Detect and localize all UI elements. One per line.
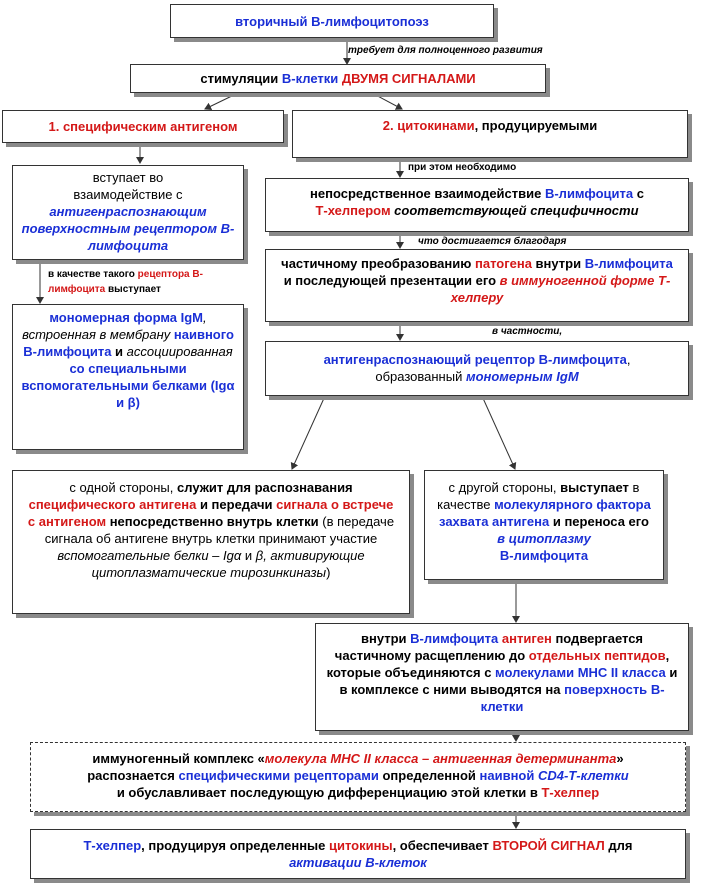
label-requires: требует для полноценного развития [348, 45, 543, 56]
title-box [170, 4, 494, 38]
enter-box: вступает во взаимодействие с антигенраспознающим поверхностным рецептором В-лимфоцита [12, 165, 244, 260]
partial-transform-box: частичному преобразованию патогена внутри В-лимфоцита и последующей презентации его в иммуногенной форме Т-хелперу [265, 249, 689, 322]
signal1-box [2, 110, 284, 143]
label-achieved: что достигается благодаря [418, 236, 567, 247]
label-as-receptor: в качестве такого рецептора В- лимфоцита выступает [48, 269, 203, 295]
label-particular: в частности, [492, 326, 563, 337]
label-necessary: при этом необходимо [408, 162, 517, 173]
signal1-text: 1. специфическим антигеном [48, 119, 238, 134]
immunogenic-complex-box: иммуногенный комплекс «молекула МНС II класса – антигенная детерминанта» распознается специфическими рецепторами определенной наивной CD4-Т-клетки и обуславливает последующую дифференциацию этой клетки в Т-хелпер [30, 742, 686, 812]
title-text: вторичный В-лимфоцитопоэз [235, 14, 429, 29]
other-side-box: с другой стороны, выступает в качестве молекулярного фактора захвата антигена и переноса его в цитоплазму В-лимфоцита [424, 470, 664, 580]
receptor-box: антигенраспознающий рецептор В-лимфоцита, образованный мономерным IgM [265, 341, 689, 396]
arrow-receptor-otherside [482, 396, 515, 469]
arrow-receptor-oneside [292, 396, 325, 469]
arrow-stim-sig2 [372, 93, 402, 109]
direct-interaction-box: непосредственное взаимодействие В-лимфоцита с Т-хелпером соответствующей специфичности [265, 178, 689, 232]
stimulation-box: стимуляции В-клетки ДВУМЯ СИГНАЛАМИ [130, 64, 546, 93]
signal2-box: 2. цитокинами, продуцируемыми [292, 110, 688, 158]
one-side-box: с одной стороны, служит для распознавания специфического антигена и передачи сигнала о встрече с антигеном непосредственно внутрь клетки (в передаче сигнала об антигене внутрь клетки принимают участие вспомогательные белки – Igα и β, активирующие цитоплазматические тирозинкиназы) [12, 470, 410, 614]
inside-lymphocyte-box: внутри В-лимфоцита антиген подвергается частичному расщеплению до отдельных пептидов, которые объединяются с молекулами МНС II класса и в комплексе с ними выводятся на поверхность В-клетки [315, 623, 689, 731]
final-box: Т-хелпер, продуцируя определенные цитокины, обеспечивает ВТОРОЙ СИГНАЛ для активации В-клеток [30, 829, 686, 879]
arrow-stim-sig1 [205, 93, 238, 109]
monomer-igm-box: мономерная форма IgM, встроенная в мембрану наивного В-лимфоцита и ассоциированная со специальными вспомогательными белками (Igα и β) [12, 304, 244, 450]
